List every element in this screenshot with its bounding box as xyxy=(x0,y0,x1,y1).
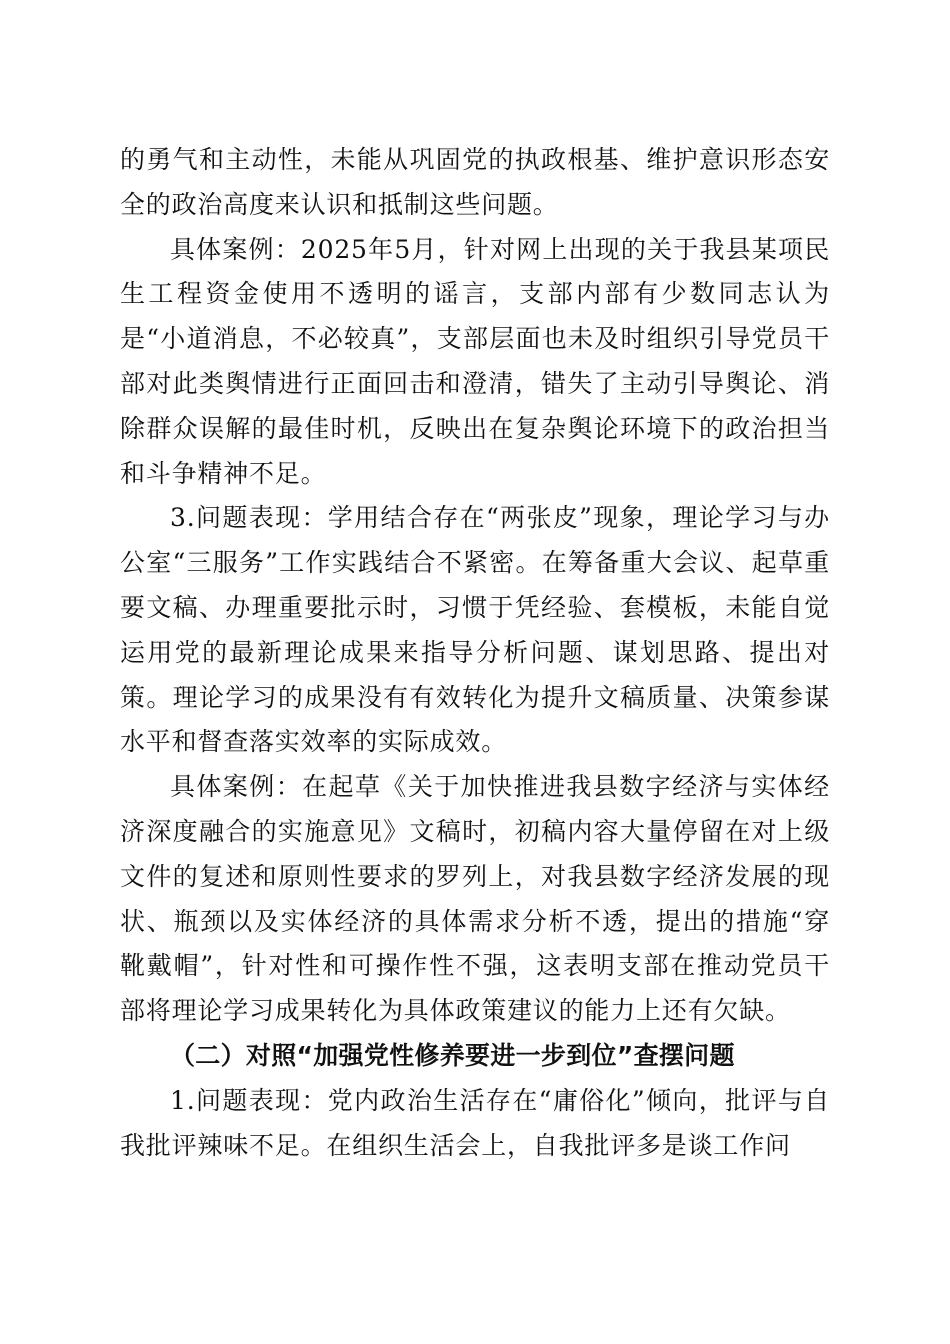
paragraph-case-digital-economy: 具体案例：在起草《关于加快推进我县数字经济与实体经济深度融合的实施意见》文稿时，初稿内容大量停留在对上级文件的复述和原则性要求的罗列上，对我县数字经济发展的现状、瓶颈以及实体经济的具体需求分析不透，提出的措施“穿靴戴帽”，针对性和可操作性不强，这表明支部在推动党员干部将理论学习成果转化为具体政策建议的能力上还有欠缺。 xyxy=(120,772,830,1026)
paragraph-issue-3: 3.问题表现：学用结合存在“两张皮”现象，理论学习与办公室“三服务”工作实践结合不紧密。在筹备重大会议、起草重要文稿、办理重要批示时，习惯于凭经验、套模板，未能自觉运用党的最新理论成果来指导分析问题、谋划思路、提出对策。理论学习的成果没有有效转化为提升文稿质量、决策参谋水平和督查落实效率的实际成效。 xyxy=(120,503,830,757)
paragraph-issue-1: 1.问题表现：党内政治生活存在“庸俗化”倾向，批评与自我批评辣味不足。在组织生活会上，自我批评多是谈工作问 xyxy=(120,1085,830,1160)
section-heading-2: （二）对照“加强党性修养要进一步到位”查摆问题 xyxy=(170,1040,735,1070)
paragraph-continuation: 的勇气和主动性，未能从巩固党的执政根基、维护意识形态安全的政治高度来认识和抵制这些问题。 xyxy=(120,145,830,219)
paragraph-case-rumor: 具体案例：2025年5月，针对网上出现的关于我县某项民生工程资金使用不透明的谣言，支部内部有少数同志认为是“小道消息，不必较真”，支部层面也未及时组织引导党员干部对此类舆情进行正面回击和澄清，错失了主动引导舆论、消除群众误解的最佳时机，反映出在复杂舆论环境下的政治担当和斗争精神不足。 xyxy=(120,234,830,488)
document-body xyxy=(120,138,830,1168)
